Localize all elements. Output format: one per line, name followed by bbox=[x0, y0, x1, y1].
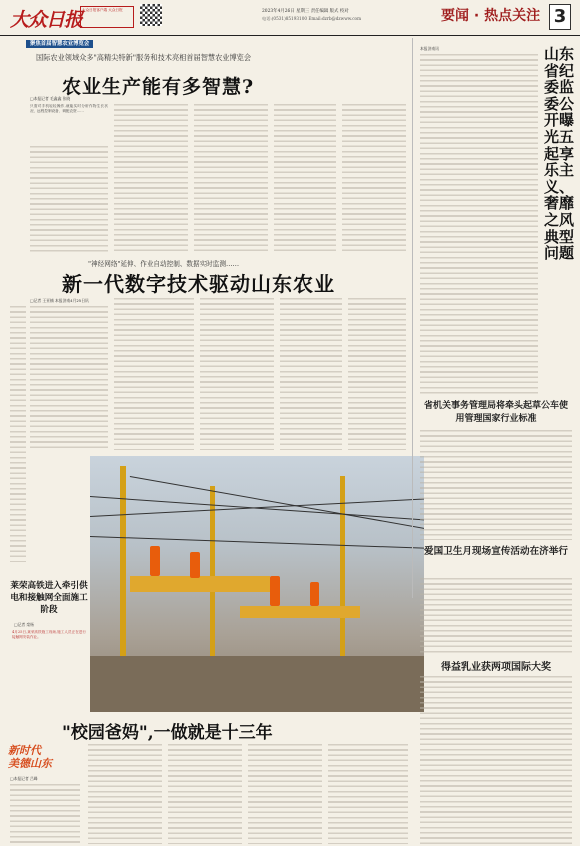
worker-figure bbox=[270, 576, 280, 606]
tech-byline: □记者 王亚楠 本报济南4月25日讯 bbox=[30, 298, 89, 303]
left-body-column bbox=[10, 306, 26, 562]
catenary-wire bbox=[90, 536, 424, 549]
worker-figure bbox=[310, 582, 319, 606]
lead-body-column bbox=[342, 104, 406, 254]
lead-body-column bbox=[114, 104, 188, 254]
rail-byline: □记者 栾杨 bbox=[14, 622, 34, 627]
vertical-headline: 山东省纪委监委公开曝光五起享乐主义、奢靡之风典型问题 bbox=[544, 45, 575, 263]
lead-lede: 只需对手机轻轻操作,就能实时分析作物生长状况、远程控制设备、调配农资…… bbox=[30, 104, 108, 114]
newspaper-logo: 大众日报 bbox=[10, 9, 83, 31]
section-name: 要闻 · 热点关注 bbox=[441, 8, 541, 24]
tech-headline: 新一代数字技术驱动山东农业 bbox=[62, 272, 335, 296]
school-body-column bbox=[10, 784, 80, 844]
tech-body-column bbox=[280, 298, 342, 450]
right-headline-3: 得益乳业获两项国际大奖 bbox=[441, 662, 551, 673]
catenary-wire bbox=[90, 498, 424, 517]
construction-photo bbox=[90, 456, 424, 712]
lead-byline: □本报记者 毛鑫鑫 张晓 bbox=[30, 96, 71, 101]
worker-figure bbox=[150, 546, 160, 576]
lead-body-column bbox=[274, 104, 336, 254]
tech-body-column bbox=[348, 298, 406, 450]
lead-headline: 农业生产能有多智慧? bbox=[62, 76, 255, 98]
tech-body-column bbox=[114, 298, 194, 450]
school-body-column bbox=[328, 744, 408, 844]
lead-body-column bbox=[194, 104, 268, 254]
date-line: 2023年4月26日 星期三 责任编辑 版式 校对 bbox=[262, 9, 349, 14]
masthead bbox=[0, 0, 580, 36]
series-tag: 新时代 美德山东 bbox=[8, 744, 52, 770]
ground bbox=[90, 656, 424, 712]
right-body-3 bbox=[420, 676, 572, 844]
work-platform bbox=[130, 576, 270, 592]
school-byline: □本报记者 吕峰 bbox=[10, 776, 38, 781]
qr-code-icon bbox=[140, 4, 162, 26]
school-body-column bbox=[88, 744, 162, 844]
school-body-column bbox=[248, 744, 322, 844]
column-divider bbox=[412, 38, 413, 598]
lead-deck: 国际农业领域众多"高精尖特新"服务和技术亮相首届智慧农业博览会 bbox=[36, 53, 252, 62]
right-body-column bbox=[420, 54, 538, 394]
right-body-2 bbox=[420, 578, 572, 654]
school-body-column bbox=[168, 744, 242, 844]
logo-note: 大众日报客户端 大众日报 bbox=[80, 6, 134, 28]
worker-figure bbox=[190, 552, 200, 578]
topic-label: 聚焦首届智慧农业博览会 bbox=[26, 40, 93, 48]
rail-headline: 莱荣高铁进入牵引供电和接触网全面施工阶段 bbox=[10, 581, 88, 615]
work-platform bbox=[240, 606, 360, 618]
page-number: 3 bbox=[549, 4, 571, 30]
contact-line: 电话:(0531)85193100 Email:dzrb@dzwww.com bbox=[262, 16, 362, 21]
photo-caption: 4月25日,莱荣高铁施工现场,施工人员正在进行接触网安装作业。 bbox=[12, 630, 86, 640]
tech-body-column bbox=[30, 306, 108, 450]
school-headline: "校园爸妈",一做就是十三年 bbox=[62, 723, 273, 743]
tech-body-column bbox=[200, 298, 274, 450]
right-body-1 bbox=[420, 430, 572, 540]
lead-body-column bbox=[30, 146, 108, 254]
tech-deck: "神经网络"延伸、作业自动控制、数据实时监测…… bbox=[88, 260, 240, 268]
catenary-wire bbox=[90, 496, 424, 521]
right-headline-2: 爱国卫生月现场宣传活动在济举行 bbox=[424, 546, 568, 557]
right-headline-1: 省机关事务管理局将牵头起草公车使用管理国家行业标准 bbox=[423, 401, 568, 424]
right-byline: 本报济南讯 bbox=[420, 46, 439, 51]
